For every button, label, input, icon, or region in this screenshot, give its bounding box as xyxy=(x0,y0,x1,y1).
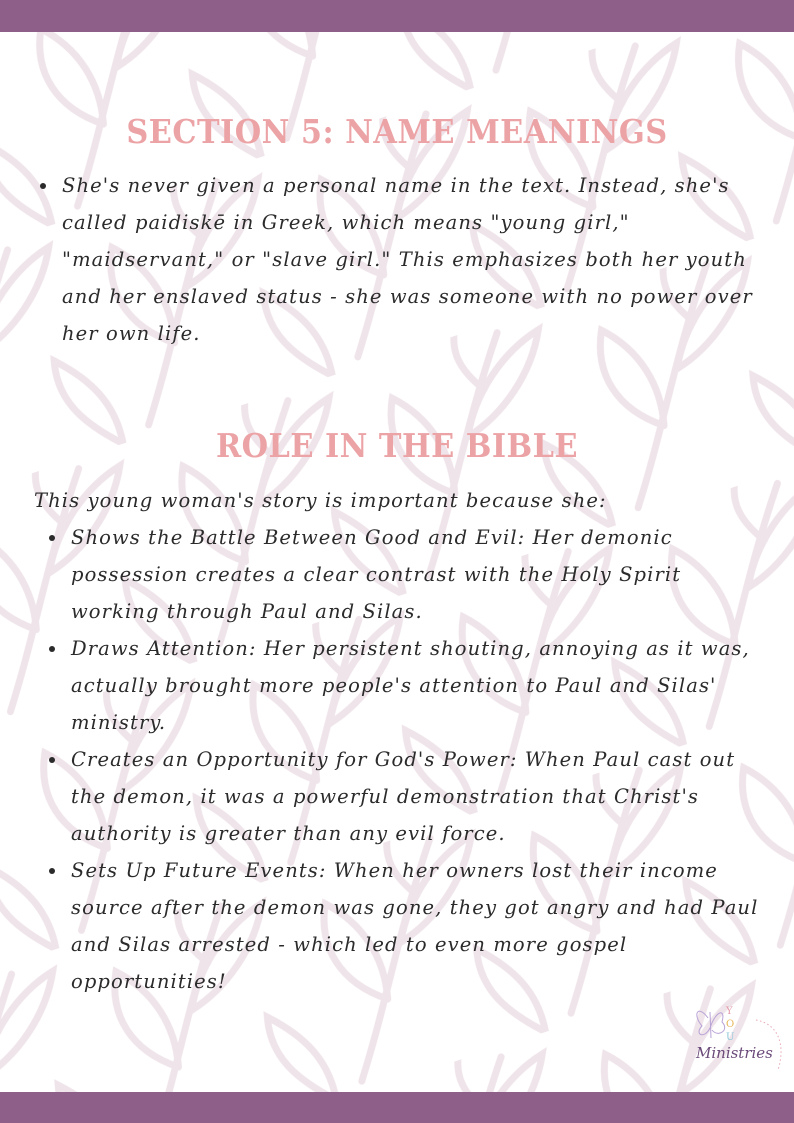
role-in-bible-heading: ROLE IN THE BIBLE xyxy=(215,426,579,465)
list-item: Shows the Battle Between Good and Evil: Her demonic possession creates a clear contrast with the Holy Spirit working through Paul and Silas. xyxy=(71,519,771,630)
bullet-icon xyxy=(49,868,55,874)
logo-letter-y: Y xyxy=(726,1006,733,1017)
name-meanings-list xyxy=(62,167,762,352)
role-list xyxy=(71,519,771,1000)
you-ministries-logo xyxy=(690,1000,790,1084)
list-item: Sets Up Future Events: When her owners lost their income source after the demon was gone, they got angry and had Paul and Silas arrested - which led to even more gospel opportunities! xyxy=(71,852,771,1000)
logo-wordmark: Ministries xyxy=(696,1044,773,1062)
list-item: She's never given a personal name in the text. Instead, she's called paidiskē in Greek, which means "young girl," "maidservant," or "slave girl." This emphasizes both her youth and her enslaved status - she was someone with no power over her own life. xyxy=(62,167,762,352)
top-color-band xyxy=(0,0,794,32)
list-item: Creates an Opportunity for God's Power: When Paul cast out the demon, it was a powerful demonstration that Christ's authority is greater than any evil force. xyxy=(71,741,771,852)
list-item: Draws Attention: Her persistent shouting, annoying as it was, actually brought more people's attention to Paul and Silas' ministry. xyxy=(71,630,771,741)
role-intro-text: This young woman's story is important because she: xyxy=(34,489,607,512)
bullet-icon xyxy=(40,183,46,189)
bullet-icon xyxy=(49,757,55,763)
logo-letter-u: U xyxy=(726,1032,735,1043)
bottom-color-band xyxy=(0,1092,794,1123)
logo-letter-o: O xyxy=(726,1019,735,1030)
butterfly-icon xyxy=(697,1011,725,1038)
bullet-icon xyxy=(49,646,55,652)
section-name-meanings-heading: SECTION 5: NAME MEANINGS xyxy=(126,112,668,151)
bullet-icon xyxy=(49,535,55,541)
